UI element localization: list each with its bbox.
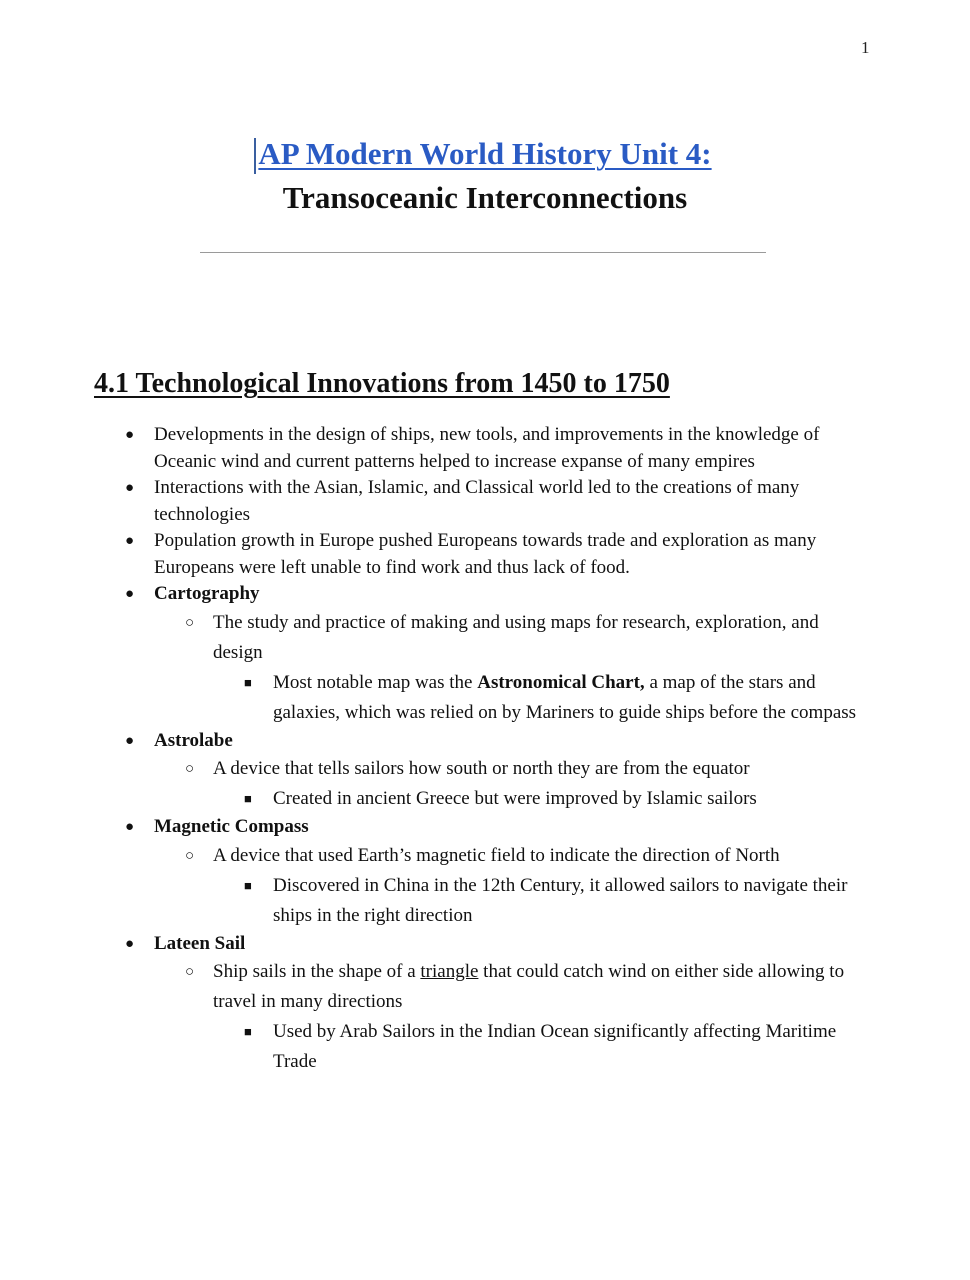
bullet-disc-icon: ● bbox=[125, 480, 135, 496]
section-heading: 4.1 Technological Innovations from 1450 to 1750 bbox=[94, 368, 670, 399]
detail-bold-term: Astronomical Chart, bbox=[477, 671, 645, 693]
topic-label: Cartography bbox=[154, 583, 260, 604]
topic-label: Magnetic Compass bbox=[154, 816, 309, 837]
list-item-lateen-sail bbox=[0, 931, 970, 958]
sub-item-text: The study and practice of making and using maps for research, exploration, and design bbox=[213, 611, 819, 663]
bullet-circle-icon: ○ bbox=[185, 614, 195, 631]
list-item-text: Population growth in Europe pushed Europeans towards trade and exploration as many Europeans were left unable to find work and thus lack of food. bbox=[154, 530, 817, 578]
list-item-magnetic-compass bbox=[0, 814, 970, 841]
list-item bbox=[0, 528, 970, 581]
detail-text-start: Most notable map was the bbox=[273, 671, 478, 693]
detail-item bbox=[0, 668, 970, 728]
detail-text-end: a map of the stars and galaxies, which was relied on by Mariners to guide ships before the compass bbox=[273, 671, 857, 723]
sub-item bbox=[0, 608, 970, 668]
bullet-list bbox=[0, 422, 970, 1077]
sub-item bbox=[0, 754, 970, 784]
sub-item bbox=[0, 841, 970, 871]
title-link[interactable] bbox=[258, 136, 711, 172]
document-title bbox=[0, 136, 970, 216]
sub-item bbox=[0, 957, 970, 1017]
detail-text: Discovered in China in the 12th Century, it allowed sailors to navigate their ships in the right direction bbox=[273, 874, 848, 926]
page-number: 1 bbox=[861, 38, 870, 57]
bullet-circle-icon: ○ bbox=[185, 761, 195, 777]
bullet-square-icon: ■ bbox=[244, 877, 252, 893]
list-item-text: Interactions with the Asian, Islamic, and Classical world led to the creations of many technologies bbox=[154, 477, 800, 525]
bullet-square-icon: ■ bbox=[244, 791, 252, 806]
bullet-disc-icon: ● bbox=[125, 732, 135, 749]
title-line-1[interactable]: AP Modern World History Unit 4: bbox=[258, 136, 712, 171]
list-item bbox=[0, 422, 970, 475]
detail-item bbox=[0, 1017, 970, 1077]
bullet-square-icon: ■ bbox=[244, 1024, 252, 1039]
list-item-cartography bbox=[0, 581, 970, 608]
bullet-square-icon: ■ bbox=[244, 674, 252, 690]
bullet-disc-icon: ● bbox=[125, 935, 135, 952]
sub-item-text-start: Ship sails in the shape of a bbox=[213, 961, 421, 982]
bullet-disc-icon: ● bbox=[125, 586, 135, 602]
underlined-term: triangle bbox=[420, 961, 479, 982]
bullet-disc-icon: ● bbox=[125, 427, 135, 443]
detail-text: Used by Arab Sailors in the Indian Ocean significantly affecting Maritime Trade bbox=[273, 1021, 837, 1072]
sub-item-text: A device that tells sailors how south or north they are from the equator bbox=[213, 758, 750, 779]
list-item bbox=[0, 475, 970, 528]
horizontal-divider bbox=[200, 252, 766, 253]
detail-item bbox=[0, 784, 970, 814]
topic-label: Astrolabe bbox=[154, 729, 233, 751]
topic-label: Lateen Sail bbox=[154, 932, 246, 954]
bullet-circle-icon: ○ bbox=[185, 964, 195, 980]
bullet-circle-icon: ○ bbox=[185, 847, 195, 864]
list-item-text: Developments in the design of ships, new tools, and improvements in the knowledge of Oceanic wind and current patterns helped to increase expanse of many empires bbox=[154, 424, 820, 472]
list-item-astrolabe bbox=[0, 728, 970, 755]
detail-item bbox=[0, 871, 970, 931]
sub-item-text-end: that could catch wind on either side allowing to travel in many directions bbox=[213, 961, 845, 1012]
detail-text: Created in ancient Greece but were improved by Islamic sailors bbox=[273, 788, 757, 809]
bullet-disc-icon: ● bbox=[125, 533, 135, 549]
title-line-2: Transoceanic Interconnections bbox=[282, 180, 688, 215]
bullet-disc-icon: ● bbox=[125, 819, 135, 835]
sub-item-text: A device that used Earth’s magnetic field to indicate the direction of North bbox=[213, 844, 780, 866]
text-cursor bbox=[254, 138, 256, 174]
